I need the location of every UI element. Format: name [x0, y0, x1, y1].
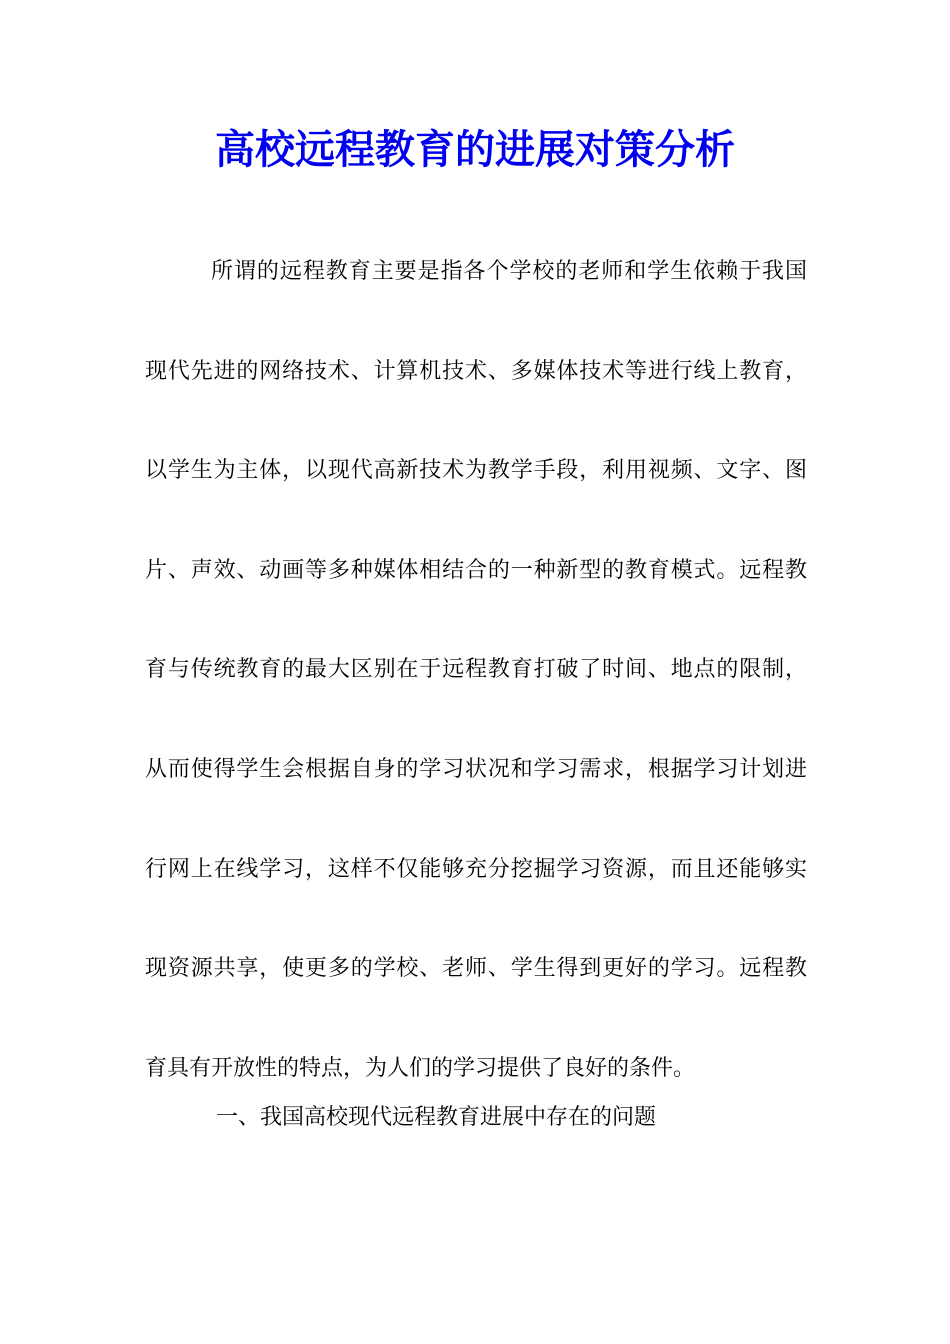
- paragraph-line-5: 育与传统教育的最大区别在于远程教育打破了时间、地点的限制，: [145, 657, 807, 683]
- paragraph-line-8: 现资源共享，使更多的学校、老师、学生得到更好的学习。远程教: [145, 956, 807, 982]
- paragraph-line-3: 以学生为主体，以现代高新技术为教学手段，利用视频、文字、图: [145, 458, 807, 484]
- paragraph-line-6: 从而使得学生会根据自身的学习状况和学习需求，根据学习计划进: [145, 756, 807, 782]
- paragraph-line-2: 现代先进的网络技术、计算机技术、多媒体技术等进行线上教育，: [145, 358, 807, 384]
- paragraph-line-9: 育具有开放性的特点，为人们的学习提供了良好的条件。: [145, 1055, 696, 1081]
- paragraph-line-1: 所谓的远程教育主要是指各个学校的老师和学生依赖于我国: [211, 259, 807, 284]
- body-paragraph: [145, 222, 807, 1118]
- document-title: 高校远程教育的进展对策分析: [215, 126, 735, 173]
- paragraph-line-4: 片、声效、动画等多种媒体相结合的一种新型的教育模式。远程教: [145, 557, 807, 583]
- section-heading: 一、我国高校现代远程教育进展中存在的问题: [216, 1105, 657, 1130]
- paragraph-line-7: 行网上在线学习，这样不仅能够充分挖掘学习资源，而且还能够实: [145, 856, 807, 882]
